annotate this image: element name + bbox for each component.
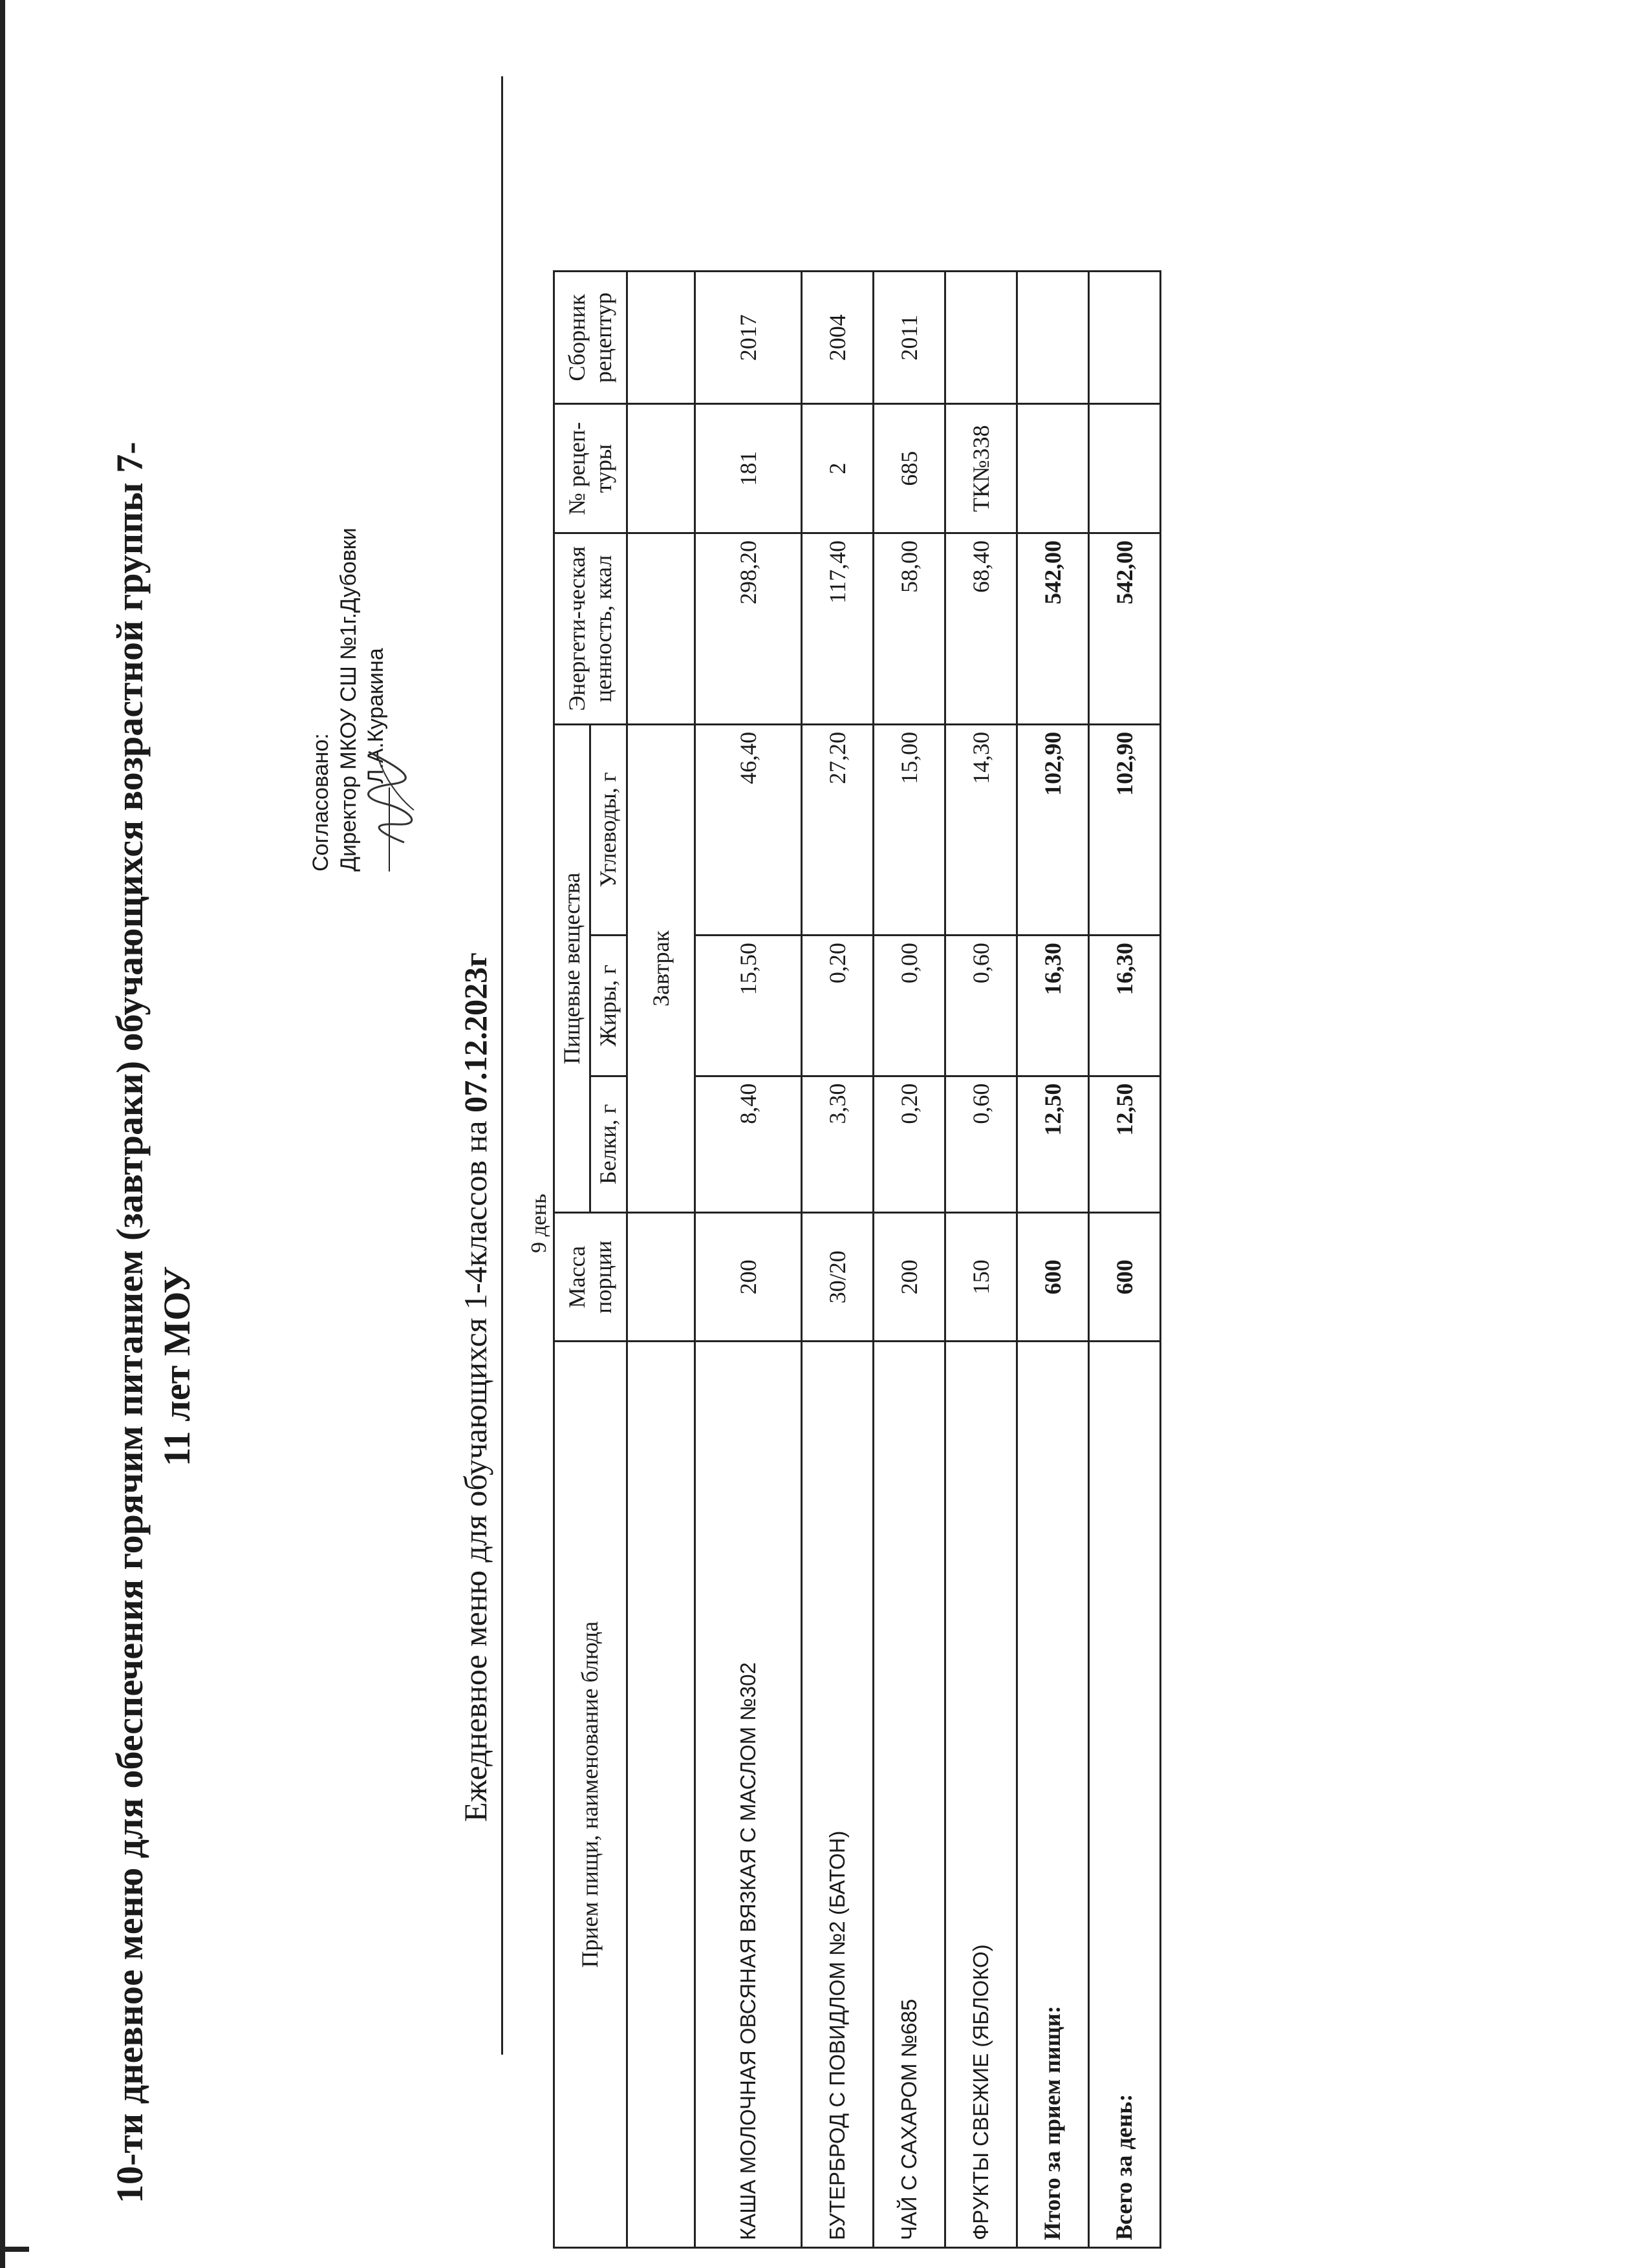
meal-total-carbs: 102,90: [1017, 724, 1088, 935]
table-header-row: [554, 272, 590, 2248]
dish-collection: 2011: [873, 272, 945, 404]
header-mass: Масса порции: [554, 1213, 627, 1342]
dish-mass: 150: [945, 1213, 1017, 1342]
dish-name: ФРУКТЫ СВЕЖИЕ (ЯБЛОКО): [945, 1342, 1017, 2248]
meal-total-mass: 600: [1017, 1213, 1088, 1342]
dish-recipe-no: 181: [695, 404, 801, 533]
meal-total-empty: [1017, 272, 1088, 404]
dish-protein: 0,20: [873, 1076, 945, 1212]
dish-fat: 0,60: [945, 936, 1017, 1076]
meal-total-fat: 16,30: [1017, 936, 1088, 1076]
menu-table: [553, 270, 1161, 2249]
section-cell-empty: [627, 533, 695, 724]
dish-carbs: 15,00: [873, 724, 945, 935]
dish-recipe-no: ТК№338: [945, 404, 1017, 533]
day-total-carbs: 102,90: [1088, 724, 1160, 935]
menu-heading-date: 07.12.2023г: [457, 952, 493, 1113]
dish-protein: 3,30: [801, 1076, 873, 1212]
section-row: [627, 272, 695, 2248]
approval-name: Л.А.Куракина: [363, 648, 388, 784]
dish-name: ЧАЙ С САХАРОМ №685: [873, 1342, 945, 2248]
day-total-row: [1088, 272, 1160, 2248]
meal-total-label: Итого за прием пищи:: [1017, 1342, 1088, 2248]
meal-total-empty: [1017, 404, 1088, 533]
document-title: [107, 96, 200, 2203]
day-total-empty: [1088, 404, 1160, 533]
dish-energy: 58,00: [873, 533, 945, 724]
section-cell-empty: [627, 1213, 695, 1342]
day-total-empty: [1088, 272, 1160, 404]
dish-fat: 0,20: [801, 936, 873, 1076]
dish-collection: [945, 272, 1017, 404]
header-fat: Жиры, г: [590, 936, 627, 1076]
table-row: [695, 272, 801, 2248]
section-label: Завтрак: [627, 724, 695, 1212]
table-row: [801, 272, 873, 2248]
header-energy: Энергети-ческая ценность, ккал: [554, 533, 627, 724]
header-recipe-no: № рецеп-туры: [554, 404, 627, 533]
day-total-label: Всего за день:: [1088, 1342, 1160, 2248]
dish-collection: 2004: [801, 272, 873, 404]
dish-collection: 2017: [695, 272, 801, 404]
header-protein: Белки, г: [590, 1076, 627, 1212]
menu-heading: [459, 76, 491, 1822]
header-collection: Сборник рецептур: [554, 272, 627, 404]
dish-fat: 0,00: [873, 936, 945, 1076]
header-meal: Прием пищи, наименование блюда: [554, 1342, 627, 2248]
day-total-energy: 542,00: [1088, 533, 1160, 724]
section-cell-empty: [627, 404, 695, 533]
dish-recipe-no: 2: [801, 404, 873, 533]
table-row: [945, 272, 1017, 2248]
dish-carbs: 46,40: [695, 724, 801, 935]
day-total-fat: 16,30: [1088, 936, 1160, 1076]
approval-label: Согласовано:: [308, 733, 333, 872]
day-label: 9 день: [527, 1193, 551, 1253]
dish-fat: 15,50: [695, 936, 801, 1076]
dish-recipe-no: 685: [873, 404, 945, 533]
table-row: [873, 272, 945, 2248]
header-nutrients: Пищевые вещества: [554, 724, 590, 1212]
menu-heading-text: Ежедневное меню для обучающихся 1-4классов на: [457, 1112, 493, 1822]
dish-energy: 117,40: [801, 533, 873, 724]
title-line-2: 11 лет МОУ: [155, 1266, 198, 1466]
section-cell-empty: [627, 272, 695, 404]
dish-carbs: 14,30: [945, 724, 1017, 935]
dish-protein: 0,60: [945, 1076, 1017, 1212]
heading-rule: [501, 76, 503, 2055]
dish-name: КАША МОЛОЧНАЯ ОВСЯНАЯ ВЯЗКАЯ С МАСЛОМ №302: [695, 1342, 801, 2248]
dish-energy: 68,40: [945, 533, 1017, 724]
section-cell-empty: [627, 1342, 695, 2248]
dish-protein: 8,40: [695, 1076, 801, 1212]
handwritten-signature: [359, 745, 417, 849]
dish-carbs: 27,20: [801, 724, 873, 935]
meal-total-energy: 542,00: [1017, 533, 1088, 724]
dish-name: БУТЕРБРОД С ПОВИДЛОМ №2 (БАТОН): [801, 1342, 873, 2248]
meal-total-row: [1017, 272, 1088, 2248]
dish-mass: 200: [873, 1213, 945, 1342]
dish-energy: 298,20: [695, 533, 801, 724]
day-total-mass: 600: [1088, 1213, 1160, 1342]
title-line-1: 10-ти дневное меню для обеспечения горячим питанием (завтраки) обучающихся возрастной группы 7-: [109, 442, 151, 2203]
dish-mass: 200: [695, 1213, 801, 1342]
dish-mass: 30/20: [801, 1213, 873, 1342]
header-carbs: Углеводы, г: [590, 724, 627, 935]
day-total-protein: 12,50: [1088, 1076, 1160, 1212]
approval-director: Директор МКОУ СШ №1г.Дубовки: [336, 528, 361, 872]
meal-total-protein: 12,50: [1017, 1076, 1088, 1212]
